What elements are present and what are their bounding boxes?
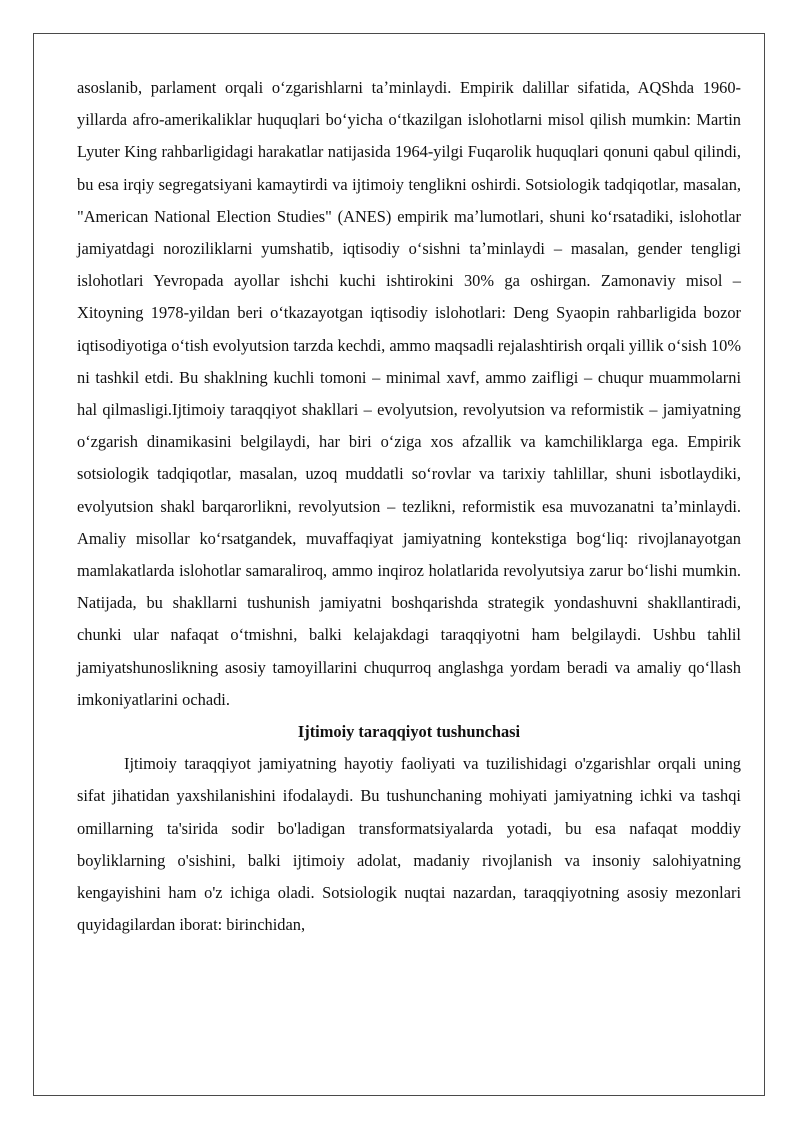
section-heading: Ijtimoiy taraqqiyot tushunchasi <box>297 722 521 742</box>
body-paragraph: Ijtimoiy taraqqiyot jamiyatning hayotiy faoliyati va tuzilishidagi o'zgarishlar orqali uning sifat jihatidan yaxshilanishini ifodalaydi. Bu tushunchaning mohiyati jamiyatning ichki va tashqi omillarning ta'sirida sodir bo'ladigan transformatsiyalarda yotadi, bu esa nafaqat moddiy boyliklarning o'sishini, balki ijtimoiy adolat, madaniy rivojlanish va insoniy salohiyatning kengayishini ham o'z ichiga oladi. Sotsiologik nuqtai nazardan, taraqqiyotning asosiy mezonlari quyidagilardan iborat: birinchidan, <box>77 754 741 935</box>
document-body <box>77 72 741 941</box>
body-paragraph: asoslanib, parlament orqali oʻzgarishlarni taʼminlaydi. Empirik dalillar sifatida, AQShda 1960-yillarda afro-amerikaliklar huquqlari boʻyicha oʻtkazilgan islohotlarni misol qilish mumkin: Martin Lyuter King rahbarligidagi harakatlar natijasida 1964-yilgi Fuqarolik huquqlari qonuni qabul qilindi, bu esa irqiy segregatsiyani kamaytirdi va ijtimoiy tenglikni oshirdi. Sotsiologik tadqiqotlar, masalan, "American National Election Studies" (ANES) empirik maʼlumotlari, shuni koʻrsatadiki, islohotlar jamiyatdagi noroziliklarni yumshatib, iqtisodiy oʻsishni taʼminlaydi – masalan, gender tengligi islohotlari Yevropada ayollar ishchi kuchi ishtirokini 30% ga oshirgan. Zamonaviy misol – Xitoyning 1978-yildan beri oʻtkazayotgan iqtisodiy islohotlari: Deng Syaopin rahbarligida bozor iqtisodiyotiga oʻtish evolyutsion tarzda kechdi, ammo maqsadli rejalashtirish orqali yillik oʻsish 10% ni tashkil etdi. Bu shaklning kuchli tomoni – minimal xavf, ammo zaifligi – chuqur muammolarni hal qilmasligi.Ijtimoiy taraqqiyot shakllari – evolyutsion, revolyutsion va reformistik – jamiyatning oʻzgarish dinamikasini belgilaydi, har biri oʻziga xos afzallik va kamchiliklarga ega. Empirik sotsiologik tadqiqotlar, masalan, uzoq muddatli soʻrovlar va tarixiy tahlillar, shuni isbotlaydiki, evolyutsion shakl barqarorlikni, revolyutsion – tezlikni, reformistik esa muvozanatni taʼminlaydi. Amaliy misollar koʻrsatgandek, muvaffaqiyat jamiyatning kontekstiga bogʻliq: rivojlanayotgan mamlakatlarda islohotlar samaraliroq, ammo inqiroz holatlarida revolyutsiya zarur boʻlishi mumkin. Natijada, bu shakllarni tushunish jamiyatni boshqarishda strategik yondashuvni shakllantiradi, chunki ular nafaqat oʻtmishni, balki kelajakdagi taraqqiyotni ham belgilaydi. Ushbu tahlil jamiyatshunoslikning asosiy tamoyillarini chuqurroq anglashga yordam beradi va amaliy qoʻllash imkoniyatlarini ochadi. <box>77 78 741 709</box>
